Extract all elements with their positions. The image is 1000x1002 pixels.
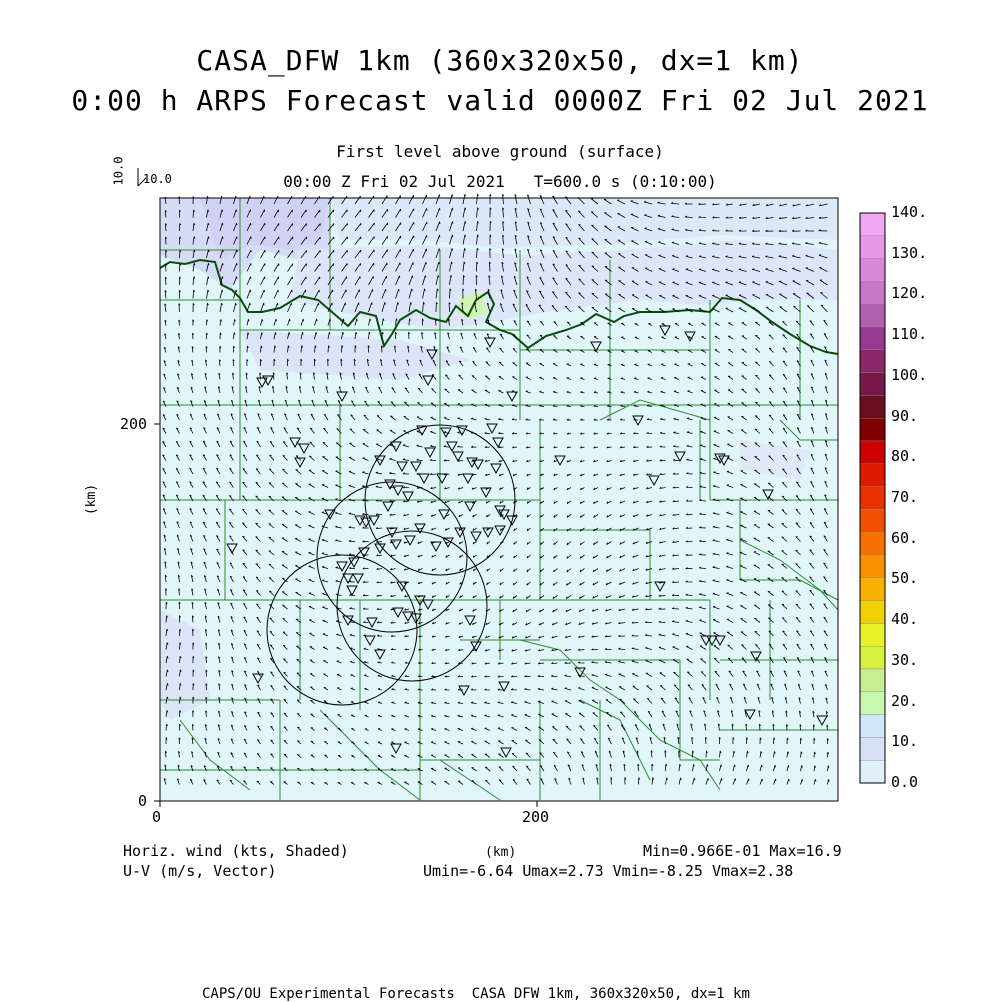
colorbar-label: 40. [891, 610, 919, 629]
colorbar-cell [860, 692, 885, 715]
colorbar-cell [860, 532, 885, 555]
colorbar-cell [860, 327, 885, 350]
colorbar-cell [860, 737, 885, 760]
min-max-stats: Min=0.966E-01 Max=16.9 [643, 842, 842, 860]
colorbar-label: 20. [891, 691, 919, 710]
y-tick-200: 200 [120, 415, 148, 433]
colorbar-label: 130. [891, 243, 928, 262]
colorbar-cell [860, 715, 885, 738]
colorbar-cell [860, 418, 885, 441]
colorbar-cell [860, 236, 885, 259]
colorbar-cell [860, 304, 885, 327]
colorbar-label: 60. [891, 528, 919, 547]
colorbar-cell [860, 373, 885, 396]
uv-stats: Umin=-6.64 Umax=2.73 Vmin=-8.25 Vmax=2.38 [423, 862, 794, 880]
colorbar-label: 140. [891, 203, 928, 221]
valid-time-subtitle: 00:00 Z Fri 02 Jul 2021 T=600.0 s (0:10:00) [283, 172, 717, 191]
colorbar-label: 80. [891, 447, 919, 466]
colorbar-label: 110. [891, 325, 928, 344]
colorbar-cell [860, 350, 885, 373]
colorbar-label: 30. [891, 650, 919, 669]
colorbar-cell [860, 669, 885, 692]
colorbar-cell [860, 281, 885, 304]
colorbar [860, 213, 885, 783]
colorbar-cell [860, 213, 885, 236]
colorbar-cell [860, 578, 885, 601]
colorbar-label: 70. [891, 488, 919, 506]
colorbar-label: 90. [891, 406, 919, 425]
colorbar-cell [860, 646, 885, 669]
colorbar-cell [860, 487, 885, 510]
x-tick-0: 0 [152, 808, 162, 826]
footer-vector-label: U-V (m/s, Vector) [123, 862, 277, 880]
reference-vector-vertical-label: 10.0 [111, 156, 126, 186]
forecast-title: 0:00 h ARPS Forecast valid 0000Z Fri 02 Jul 2021 [71, 84, 929, 117]
y-tick-0: 0 [138, 792, 148, 810]
y-axis-label: (km) [84, 483, 100, 516]
colorbar-label: 50. [891, 569, 919, 588]
footer-shading-label: Horiz. wind (kts, Shaded) [123, 842, 349, 860]
level-subtitle: First level above ground (surface) [336, 142, 664, 161]
colorbar-cell [860, 259, 885, 282]
plot-title: CASA_DFW 1km (360x320x50, dx=1 km) [196, 44, 804, 77]
colorbar-cell [860, 441, 885, 464]
colorbar-cell [860, 623, 885, 646]
colorbar-cell [860, 464, 885, 487]
reference-vector-horizontal-label: 10.0 [143, 172, 172, 186]
colorbar-cell [860, 395, 885, 418]
colorbar-label: 0.0 [891, 773, 919, 791]
colorbar-cell [860, 555, 885, 578]
reference-vector-arrow [138, 168, 146, 186]
colorbar-label: 10. [891, 732, 919, 751]
x-axis-label: (km) [485, 845, 517, 860]
colorbar-cell [860, 601, 885, 624]
colorbar-label: 100. [891, 365, 928, 384]
colorbar-cell [860, 509, 885, 532]
colorbar-label: 120. [891, 284, 928, 303]
colorbar-cell [860, 760, 885, 783]
footer-credit: CAPS/OU Experimental Forecasts CASA DFW 1km, 360x320x50, dx=1 km [202, 986, 750, 1002]
x-tick-200: 200 [522, 808, 550, 826]
